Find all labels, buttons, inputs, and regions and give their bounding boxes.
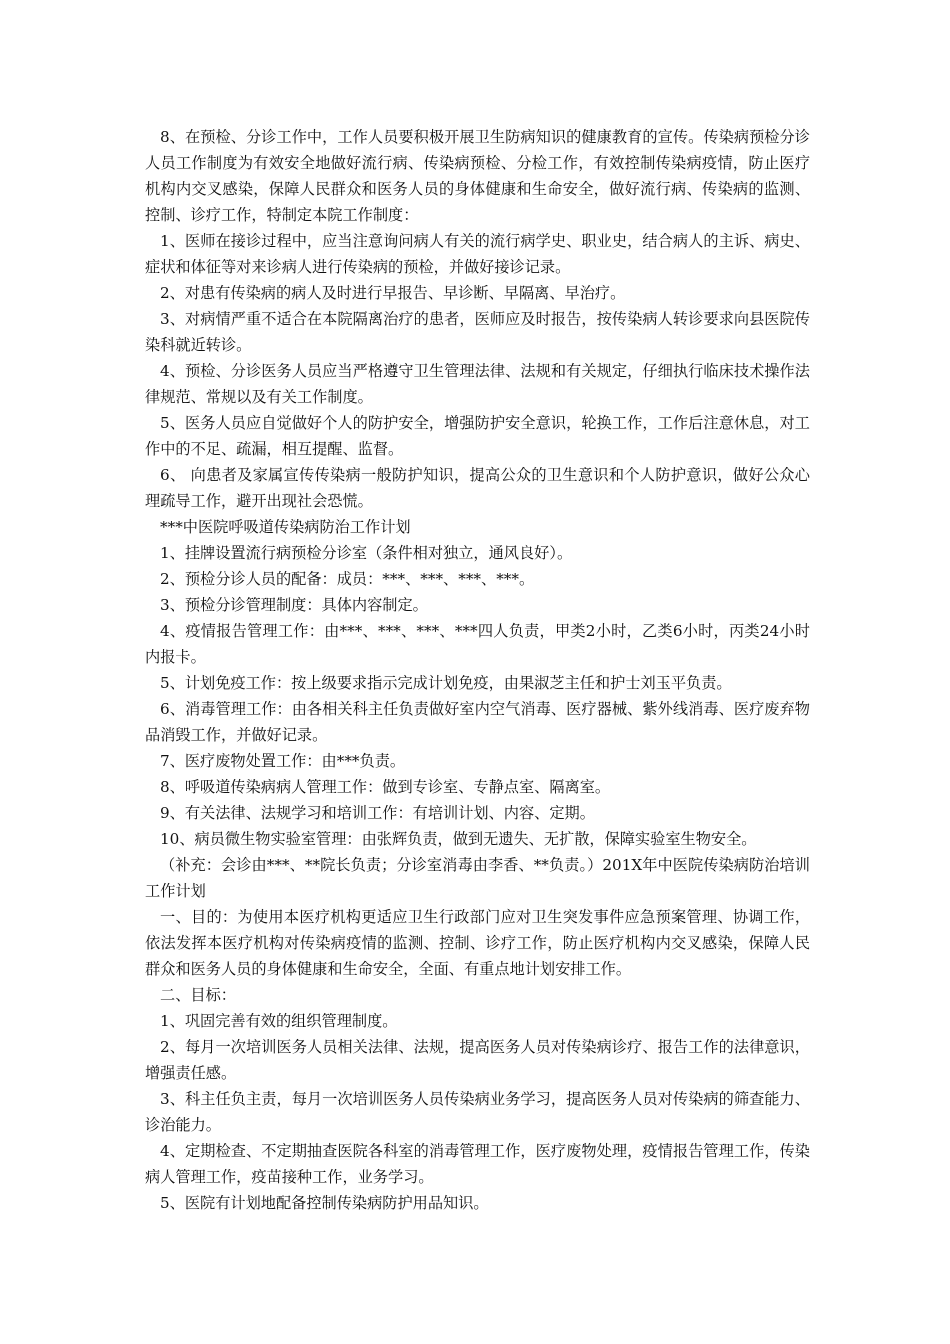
paragraph-plan-10: 10、病员微生物实验室管理：由张辉负责，做到无遗失、无扩散，保障实验室生物安全。 [160,830,757,848]
paragraph-goal-3: 3、科主任负主责，每月一次培训医务人员传染病业务学习，提高医务人员对传染病的筛查能力、诊治能力。 [145,1090,810,1134]
paragraph-rule-4: 4、预检、分诊医务人员应当严格遵守卫生管理法律、法规和有关规定，仔细执行临床技术操作法律规范、常规以及有关工作制度。 [145,362,810,406]
document-page [145,124,810,1216]
paragraph-plan-9: 9、有关法律、法规学习和培训工作：有培训计划、内容、定期。 [160,804,595,822]
paragraph-goal-5: 5、医院有计划地配备控制传染病防护用品知识。 [160,1194,489,1212]
paragraph-goal-1: 1、巩固完善有效的组织管理制度。 [160,1012,398,1030]
paragraph-plan-8: 8、呼吸道传染病病人管理工作：做到专诊室、专静点室、隔离室。 [160,778,611,796]
paragraph-rule-5: 5、医务人员应自觉做好个人的防护安全，增强防护安全意识，轮换工作，工作后注意休息，对工作中的不足、疏漏，相互提醒、监督。 [145,414,810,458]
paragraph-intro: 8、在预检、分诊工作中，工作人员要积极开展卫生防病知识的健康教育的宣传。传染病预检分诊人员工作制度为有效安全地做好流行病、传染病预检、分检工作，有效控制传染病疫情，防止医疗机构内交叉感染，保障人民群众和医务人员的身体健康和生命安全，做好流行病、传染病的监测、控制、诊疗工作，特制定本院工作制度： [145,128,810,224]
paragraph-plan-1: 1、挂牌设置流行病预检分诊室（条件相对独立，通风良好）。 [160,544,573,562]
paragraph-plan-6: 6、消毒管理工作：由各相关科主任负责做好室内空气消毒、医疗器械、紫外线消毒、医疗废弃物品消毁工作，并做好记录。 [145,700,810,744]
paragraph-goal-2: 2、每月一次培训医务人员相关法律、法规，提高医务人员对传染病诊疗、报告工作的法律意识，增强责任感。 [145,1038,810,1082]
paragraph-plan-4: 4、疫情报告管理工作：由***、***、***、***四人负责，甲类2小时，乙类6小时，丙类24小时内报卡。 [145,622,810,666]
paragraph-rule-3: 3、对病情严重不适合在本院隔离治疗的患者，医师应及时报告，按传染病人转诊要求向县医院传染科就近转诊。 [145,310,810,354]
paragraph-plan-2: 2、预检分诊人员的配备：成员：***、***、***、***。 [160,570,535,588]
paragraph-plan-7: 7、医疗废物处置工作：由***负责。 [160,752,406,770]
paragraph-plan-5: 5、计划免疫工作：按上级要求指示完成计划免疫，由果淑芝主任和护士刘玉平负责。 [160,674,732,692]
paragraph-supplement: （补充：会诊由***、**院长负责；分诊室消毒由李香、**负责。）201X年中医院传染病防治培训工作计划 [145,856,810,900]
section-heading-goals: 二、目标： [160,986,236,1004]
paragraph-rule-2: 2、对患有传染病的病人及时进行早报告、早诊断、早隔离、早治疗。 [160,284,626,302]
paragraph-rule-1: 1、医师在接诊过程中，应当注意询问病人有关的流行病学史、职业史，结合病人的主诉、病史、症状和体征等对来诊病人进行传染病的预检，并做好接诊记录。 [145,232,810,276]
paragraph-rule-6: 6、 向患者及家属宣传传染病一般防护知识，提高公众的卫生意识和个人防护意识，做好公众心理疏导工作，避开出现社会恐慌。 [145,466,810,510]
paragraph-plan-3: 3、预检分诊管理制度：具体内容制定。 [160,596,428,614]
paragraph-goal-4: 4、定期检查、不定期抽查医院各科室的消毒管理工作，医疗废物处理，疫情报告管理工作，传染病人管理工作，疫苗接种工作，业务学习。 [145,1142,810,1186]
paragraph-purpose: 一、目的：为使用本医疗机构更适应卫生行政部门应对卫生突发事件应急预案管理、协调工作，依法发挥本医疗机构对传染病疫情的监测、控制、诊疗工作，防止医疗机构内交叉感染，保障人民群众和医务人员的身体健康和生命安全，全面、有重点地计划安排工作。 [145,908,810,978]
section-heading-plan: ***中医院呼吸道传染病防治工作计划 [160,518,411,536]
